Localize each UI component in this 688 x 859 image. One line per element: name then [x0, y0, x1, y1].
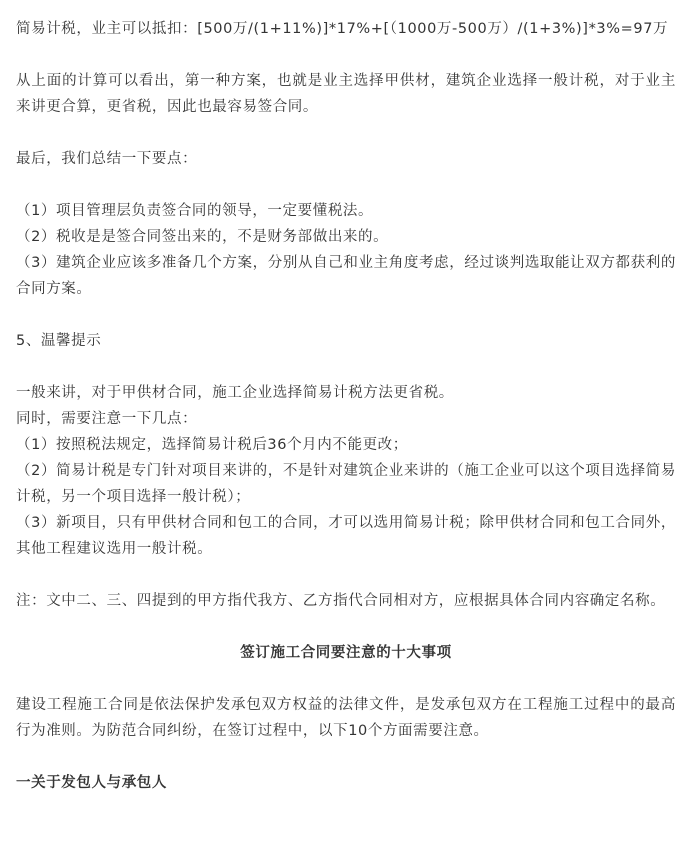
intro-paragraph: 建设工程施工合同是依法保护发承包双方权益的法律文件，是发承包双方在工程施工过程中的最高行为准则。为防范合同纠纷，在签订过程中，以下10个方面需要注意。 [16, 697, 676, 739]
spacer [16, 302, 676, 328]
spacer [16, 562, 676, 588]
tip-2: （2）简易计税是专门针对项目来讲的，不是针对建筑企业来讲的（施工企业可以这个项目选择简易计税，另一个项目选择一般计税）； [16, 463, 676, 505]
note-paragraph: 注：文中二、三、四提到的甲方指代我方、乙方指代合同相对方，应根据具体合同内容确定名称。 [16, 593, 666, 609]
section-heading: 5、温馨提示 [16, 333, 102, 349]
spacer [16, 614, 676, 640]
key-point-1: （1）项目管理层负责签合同的领导，一定要懂税法。 [16, 203, 374, 219]
tips-intro-line-1: 一般来讲，对于甲供材合同，施工企业选择简易计税方法更省税。 [16, 385, 454, 401]
summary-intro: 最后，我们总结一下要点： [16, 151, 198, 167]
spacer [16, 354, 676, 380]
tip-3: （3）新项目，只有甲供材合同和包工的合同，才可以选用简易计税；除甲供材合同和包工合同外，其他工程建议选用一般计税。 [16, 515, 676, 557]
spacer [16, 42, 676, 68]
spacer [16, 120, 676, 146]
key-point-2: （2）税收是是签合同签出来的，不是财务部做出来的。 [16, 229, 389, 245]
key-point-3: （3）建筑企业应该多准备几个方案，分别从自己和业主角度考虑，经过谈判选取能让双方都获利的合同方案。 [16, 255, 676, 297]
spacer [16, 172, 676, 198]
subheading: 一关于发包人与承包人 [16, 775, 167, 791]
article-title: 签订施工合同要注意的十大事项 [240, 645, 452, 661]
conclusion-paragraph: 从上面的计算可以看出，第一种方案，也就是业主选择甲供材，建筑企业选择一般计税，对于业主来讲更合算，更省税，因此也最容易签合同。 [16, 73, 676, 115]
spacer [16, 744, 676, 770]
tips-intro-line-2: 同时，需要注意一下几点： [16, 411, 198, 427]
article-body [16, 16, 676, 796]
spacer [16, 666, 676, 692]
formula-paragraph: 简易计税，业主可以抵扣：[500万/(1+11%)]*17%+[（1000万-500万）/(1+3%)]*3%=97万 [16, 21, 669, 37]
tip-1: （1）按照税法规定，选择简易计税后36个月内不能更改； [16, 437, 408, 453]
